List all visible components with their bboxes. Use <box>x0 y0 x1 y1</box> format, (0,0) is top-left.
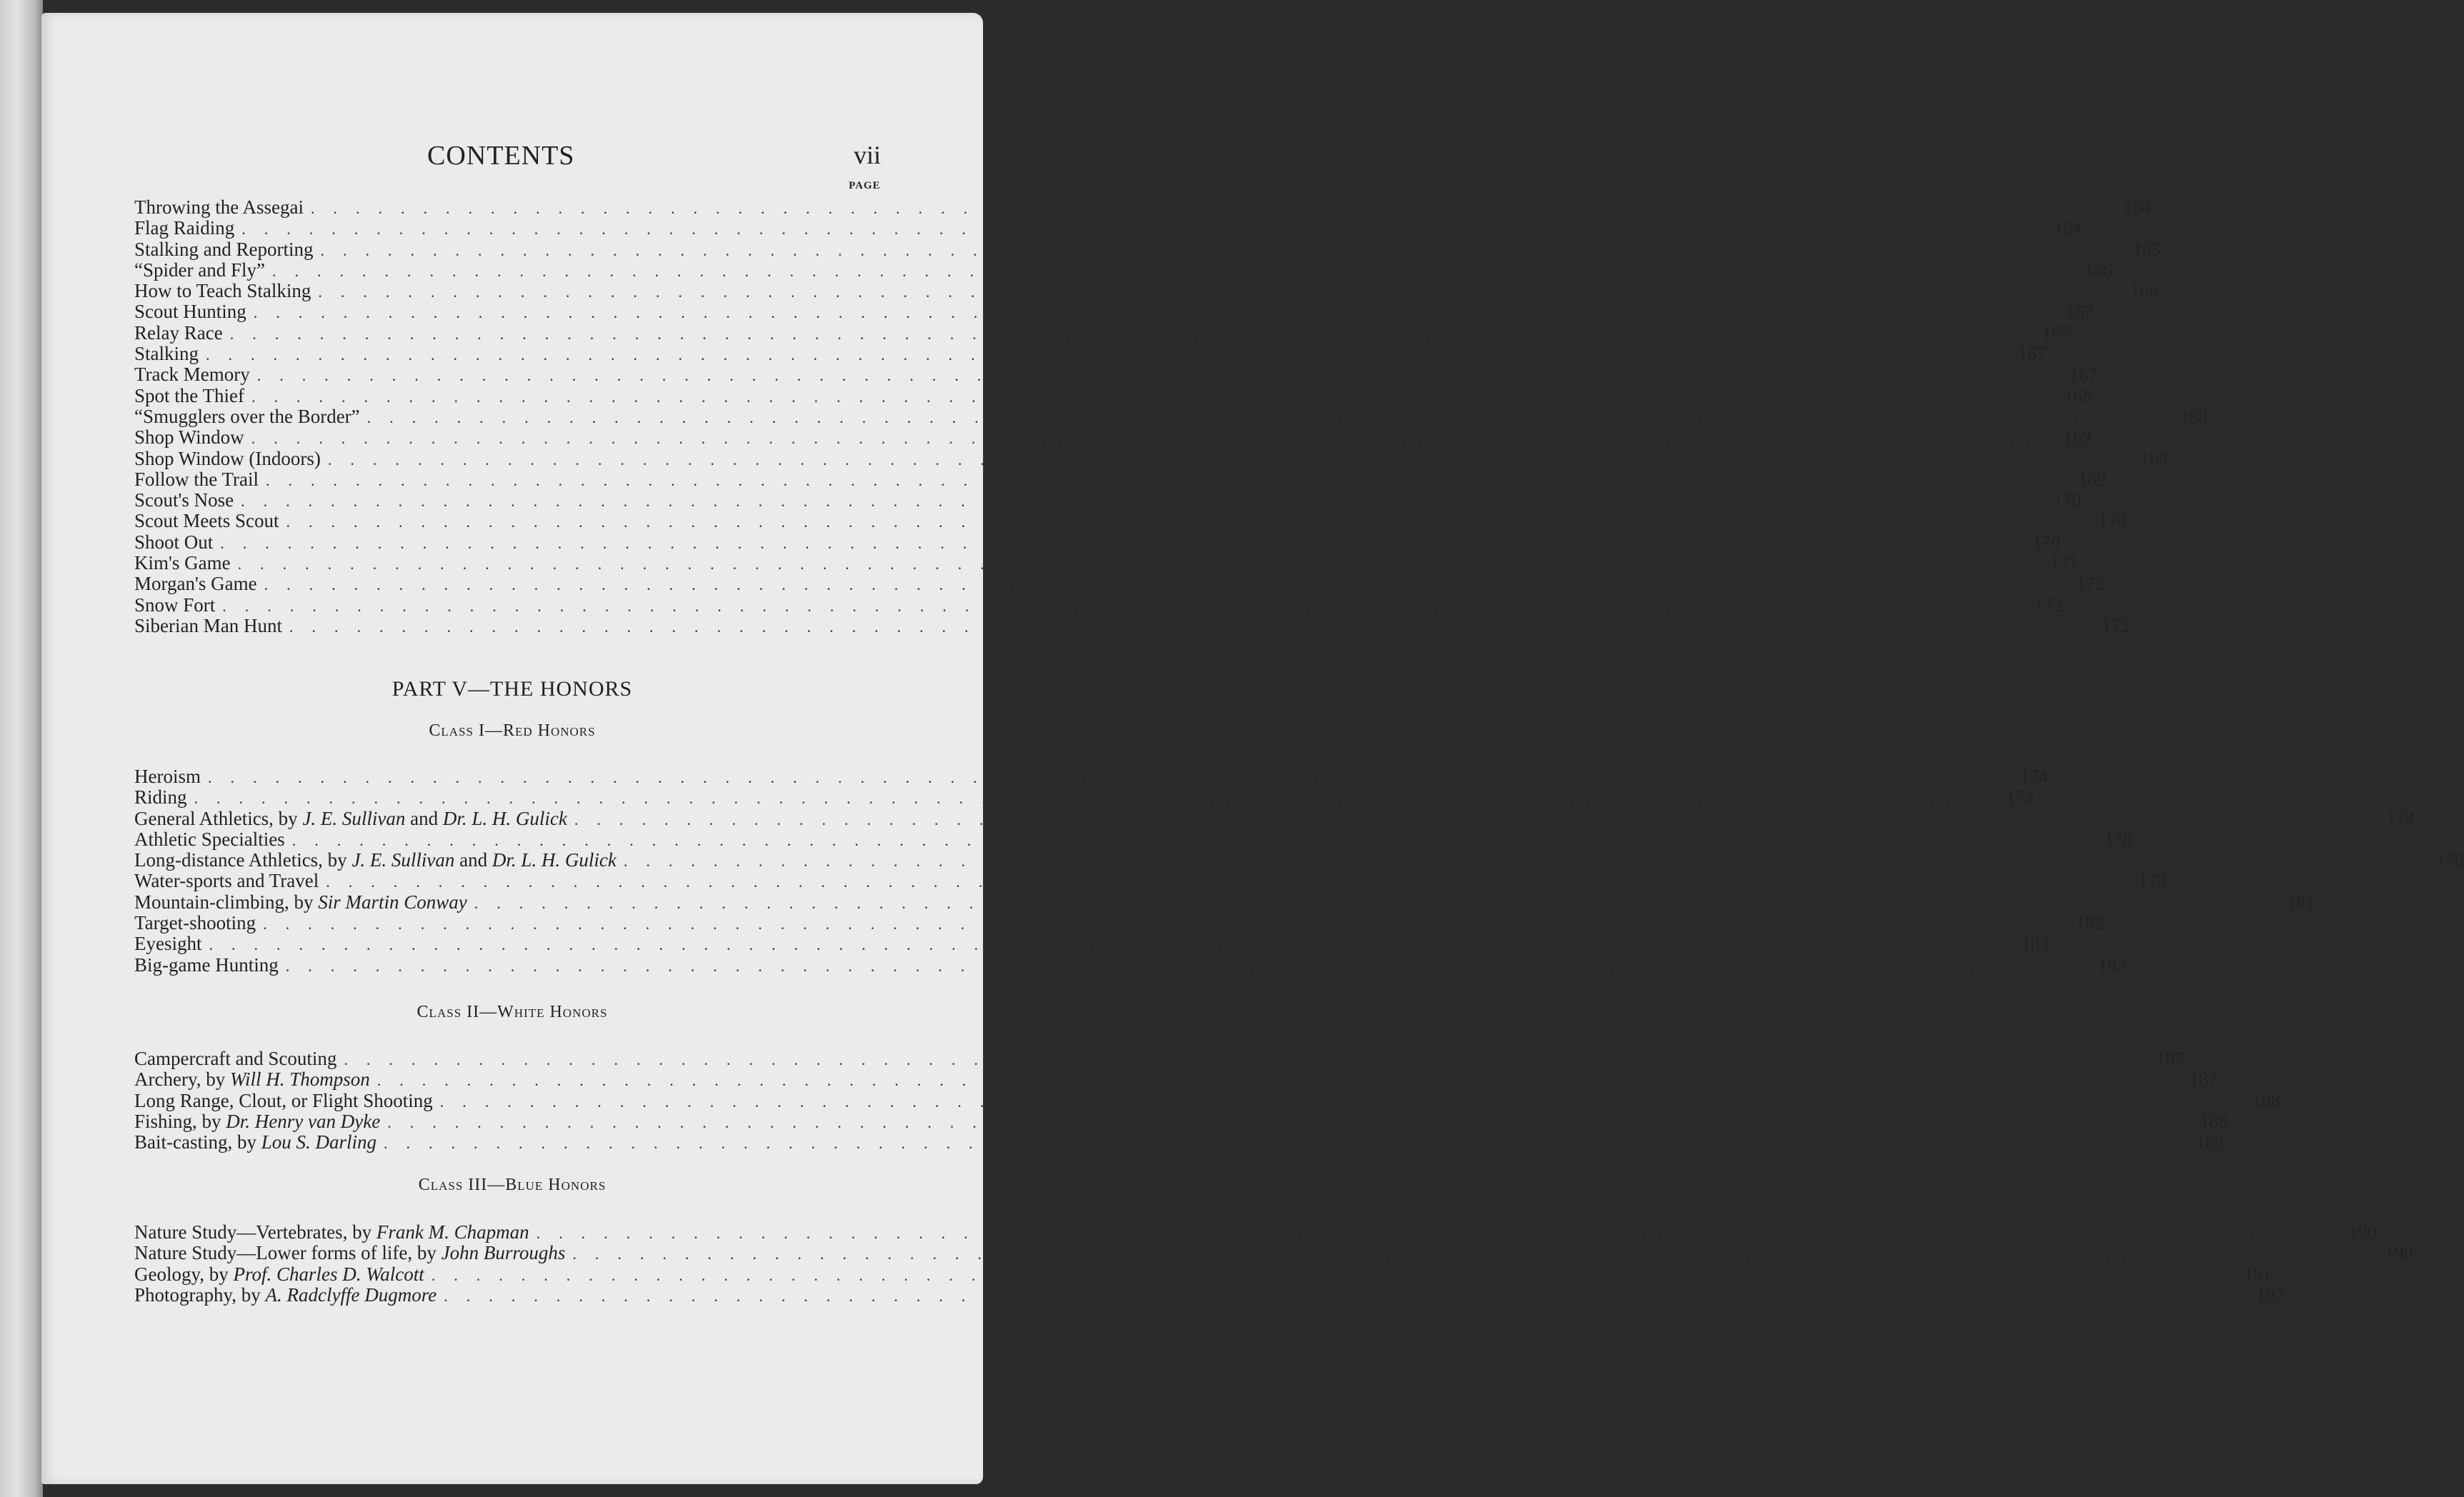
page-title: CONTENTS <box>427 141 575 171</box>
toc-row <box>134 933 2050 955</box>
entry-title-text: Track Memory <box>134 364 250 386</box>
toc-entry-title <box>134 511 279 531</box>
entry-title-text: Big-game Hunting <box>134 953 279 976</box>
dot-leader: ................................................................................ <box>253 304 2054 322</box>
page-number: 170 <box>2032 531 2061 553</box>
page-number: 167 <box>2042 322 2070 344</box>
dot-leader: ................................................................................ <box>229 324 2030 343</box>
page-number: 165 <box>2133 239 2161 260</box>
dot-leader: ................................................................................ <box>572 1245 2373 1263</box>
entry-title-text: Morgan's Game <box>134 573 257 595</box>
page-number: 167 <box>2069 364 2098 386</box>
toc-entry-title <box>134 850 617 871</box>
page-number: 183 <box>2098 954 2126 976</box>
class-heading-blue: Class III—Blue Honors <box>418 1176 607 1194</box>
page-number: 181 <box>2286 891 2315 913</box>
toc-entry-title <box>134 364 250 385</box>
toc-entry-title <box>134 933 202 954</box>
dot-leader: ................................................................................ <box>251 429 2052 448</box>
toc-entry-title <box>134 871 319 891</box>
toc-entry-title <box>134 344 199 364</box>
entry-title-text: Mountain-climbing, by <box>134 891 319 913</box>
page-number: 169 <box>2140 448 2168 469</box>
page-number: 169 <box>2063 427 2092 449</box>
dot-leader: ................................................................................ <box>286 513 2087 531</box>
dot-leader: ................................................................................ <box>574 810 2375 828</box>
entry-title-text: Shoot Out <box>134 531 214 553</box>
page-number: 191 <box>2243 1263 2272 1285</box>
page-number: 190 <box>2348 1222 2377 1243</box>
entry-title-text: Archery, by <box>134 1068 230 1091</box>
toc-row <box>134 1089 2280 1111</box>
entry-title-text: Shop Window <box>134 426 244 449</box>
entry-title-text: Athletic Specialties <box>134 828 285 850</box>
toc-row <box>134 405 2208 427</box>
toc-entry-title <box>134 1048 336 1069</box>
toc-row <box>134 573 2105 595</box>
dot-leader: ................................................................................ <box>251 387 2052 406</box>
page-number: 167 <box>2065 301 2094 323</box>
dot-leader: ................................................................................ <box>207 768 2008 786</box>
toc-row <box>134 217 2083 239</box>
blue-honors-toc-list <box>134 1221 2413 1306</box>
toc-entry-title <box>134 449 321 469</box>
entry-title-text: Follow the Trail <box>134 468 259 490</box>
toc-entry-title <box>134 301 246 322</box>
toc-row <box>134 1048 2185 1069</box>
entry-author: J. E. Sullivan <box>302 807 406 829</box>
dot-leader: ................................................................................ <box>264 576 2065 594</box>
entry-title-text: Photography, by <box>134 1283 266 1306</box>
page-number: 169 <box>2078 469 2107 490</box>
toc-row <box>134 891 2315 913</box>
entry-title-text: Heroism <box>134 766 201 787</box>
toc-row <box>134 807 2415 829</box>
page-number: 164 <box>2123 197 2151 218</box>
toc-row <box>134 468 2107 490</box>
toc-row <box>134 447 2168 469</box>
toc-row <box>134 343 2047 365</box>
entry-conjunction: and <box>405 807 443 829</box>
dot-leader: ................................................................................ <box>376 1071 2178 1090</box>
toc-entry-title <box>134 574 257 594</box>
toc-entry-title <box>134 1243 565 1263</box>
entry-title-text: Riding <box>134 786 187 808</box>
entry-title-text: Bait-casting, by <box>134 1131 261 1153</box>
toc-row <box>134 614 2130 636</box>
page-column-label: PAGE <box>849 180 881 191</box>
dot-leader: ................................................................................ <box>220 534 2021 552</box>
entry-title-text: Spot the Thief <box>134 384 244 406</box>
class-heading-red: Class I—Red Honors <box>429 721 596 740</box>
entry-title-text: Nature Study—Vertebrates, by <box>134 1221 376 1243</box>
page-number: 172 <box>2076 574 2105 595</box>
toc-row <box>134 301 2094 323</box>
page-number: 174 <box>2006 787 2035 808</box>
entry-title-text: How to Teach Stalking <box>134 280 311 302</box>
toc-entry-title <box>134 281 311 301</box>
toc-entry-title <box>134 787 187 808</box>
entry-title-text: Snow Fort <box>134 594 216 616</box>
entry-title-text: Nature Study—Lower forms of life, by <box>134 1242 442 1264</box>
dot-leader: ................................................................................ <box>344 1051 2145 1068</box>
page-number: 190 <box>2385 1243 2413 1264</box>
entry-title-text: Long Range, Clout, or Flight Shooting <box>134 1089 433 1111</box>
entry-author: Sir Martin Conway <box>318 891 467 913</box>
entry-author: Prof. Charles D. Walcott <box>233 1263 424 1285</box>
toc-entry-title <box>134 260 265 281</box>
toc-entry-title <box>134 1132 376 1153</box>
dot-leader: ................................................................................ <box>237 555 2038 574</box>
toc-row <box>134 912 2104 934</box>
toc-row <box>134 1110 2228 1132</box>
toc-row <box>134 384 2092 406</box>
toc-row <box>134 321 2070 344</box>
toc-entry-title <box>134 532 213 553</box>
page-number: 171 <box>2050 553 2078 574</box>
page-number: 178 <box>2435 850 2464 871</box>
toc-entry-title <box>134 913 256 933</box>
toc-entry-title <box>134 406 360 427</box>
toc-entry-title <box>134 1111 380 1132</box>
dot-leader: ................................................................................ <box>474 893 2275 912</box>
page-number: 178 <box>2104 828 2133 850</box>
entry-title-text: Flag Raiding <box>134 217 235 239</box>
entry-title-text: Throwing the Assegai <box>134 196 304 218</box>
entry-author: J. E. Sullivan <box>351 849 455 871</box>
dot-leader: ................................................................................ <box>366 408 2168 426</box>
toc-entry-title <box>134 766 201 787</box>
entry-title-text: Fishing, by <box>134 1110 226 1132</box>
dot-leader: ................................................................................ <box>326 873 2127 891</box>
toc-entry-title <box>134 1222 529 1243</box>
toc-row <box>134 1283 2285 1306</box>
page-number: 167 <box>2018 344 2047 365</box>
entry-author: Dr. Henry van Dyke <box>226 1110 381 1132</box>
dot-leader: ................................................................................ <box>387 1113 2188 1131</box>
toc-entry-title <box>134 1091 433 1111</box>
entry-author: Frank M. Chapman <box>376 1221 529 1243</box>
page-number: 188 <box>2200 1111 2228 1132</box>
dot-leader: ................................................................................ <box>266 471 2067 489</box>
dot-leader: ................................................................................ <box>318 283 2119 301</box>
red-honors-toc-list <box>134 766 2464 976</box>
part-heading: PART V—THE HONORS <box>391 677 633 701</box>
toc-row <box>134 1221 2377 1243</box>
dot-leader: ................................................................................ <box>320 241 2121 259</box>
toc-entry-title <box>134 808 567 829</box>
toc-row <box>134 426 2092 449</box>
toc-entry-title <box>134 1285 437 1306</box>
entry-author: A. Radclyffe Dugmore <box>265 1283 437 1306</box>
entry-author: John Burroughs <box>441 1242 566 1264</box>
page-number: 192 <box>2256 1284 2285 1306</box>
toc-entry-title <box>134 829 285 850</box>
page-number: 188 <box>2252 1090 2280 1111</box>
toc-entry-title <box>134 427 244 448</box>
entry-title-text: Geology, by <box>134 1263 234 1285</box>
entry-conjunction: and <box>454 849 492 871</box>
entry-author: Dr. L. H. Gulick <box>492 849 617 871</box>
entry-author: Dr. L. H. Gulick <box>442 807 567 829</box>
toc-row <box>134 364 2098 386</box>
dot-leader: ................................................................................ <box>285 956 2086 975</box>
toc-row <box>134 594 2063 616</box>
entry-title-text: “Spider and Fly” <box>134 259 265 281</box>
dot-leader: ................................................................................ <box>431 1266 2232 1284</box>
page-number: 185 <box>2156 1048 2185 1069</box>
toc-entry-title <box>134 1069 370 1090</box>
entry-title-text: Stalking <box>134 343 199 365</box>
entry-title-text: Kim's Game <box>134 552 231 574</box>
dot-leader: ................................................................................ <box>536 1224 2337 1242</box>
entry-title-text: Shop Window (Indoors) <box>134 447 321 469</box>
toc-entry-title <box>134 1264 424 1285</box>
toc-entry-title <box>134 616 282 636</box>
toc-row <box>134 531 2061 553</box>
page-number: 172 <box>2035 594 2063 616</box>
toc-row <box>134 552 2078 574</box>
dot-leader: ................................................................................ <box>263 915 2064 933</box>
toc-row <box>134 786 2035 808</box>
class-heading-white: Class II—White Honors <box>417 1003 608 1021</box>
page-number: 187 <box>2189 1069 2218 1091</box>
toc-entry-title <box>134 386 244 406</box>
toc-row <box>134 766 2048 787</box>
dot-leader: ................................................................................ <box>222 596 2023 615</box>
toc-row <box>134 849 2464 871</box>
dot-leader: ................................................................................ <box>291 831 2093 849</box>
page-number: 174 <box>2020 766 2048 787</box>
dot-leader: ................................................................................ <box>209 936 2010 954</box>
book-page <box>41 13 2464 1484</box>
entry-title-text: Relay Race <box>134 321 223 344</box>
dot-leader: ................................................................................ <box>271 261 2073 280</box>
entry-title-text: Water-sports and Travel <box>134 870 319 892</box>
toc-entry-title <box>134 197 304 218</box>
page-number: 170 <box>2053 490 2082 511</box>
toc-row <box>134 828 2133 850</box>
page-folio: vii <box>854 141 882 169</box>
toc-entry-title <box>134 490 234 511</box>
running-head <box>41 140 983 176</box>
dot-leader: ................................................................................ <box>623 852 2424 871</box>
dot-leader: ................................................................................ <box>241 492 2042 511</box>
page-number: 182 <box>2075 913 2104 934</box>
toc-entry-title <box>134 323 223 344</box>
page-number: 166 <box>2084 259 2113 281</box>
entry-title-text: Target-shooting <box>134 912 256 934</box>
entry-title-text: Scout's Nose <box>134 489 234 511</box>
dot-leader: ................................................................................ <box>439 1092 2240 1111</box>
dot-leader: ................................................................................ <box>206 346 2007 364</box>
page-number: 166 <box>2130 281 2159 302</box>
toc-entry-title <box>134 892 467 913</box>
page-number: 179 <box>2138 871 2167 892</box>
dot-leader: ................................................................................ <box>241 220 2042 239</box>
white-honors-toc-list <box>134 1048 2280 1153</box>
book-spine <box>0 0 43 1497</box>
entry-title-text: Scout Hunting <box>134 301 246 323</box>
toc-row <box>134 489 2082 511</box>
entry-author: Will H. Thompson <box>229 1068 370 1091</box>
page-number: 174 <box>2386 808 2415 829</box>
page-number: 168 <box>2063 385 2092 406</box>
page-number: 164 <box>2054 218 2083 239</box>
toc-row <box>134 280 2159 302</box>
dot-leader: ................................................................................ <box>327 450 2128 469</box>
dot-leader: ................................................................................ <box>444 1286 2245 1305</box>
toc-entry-title <box>134 595 215 616</box>
entry-title-text: Siberian Man Hunt <box>134 614 282 636</box>
dot-leader: ................................................................................ <box>384 1134 2184 1153</box>
toc-row <box>134 259 2113 281</box>
page-number: 170 <box>2098 511 2127 532</box>
entry-title-text: Long-distance Athletics, by <box>134 849 352 871</box>
toc-row <box>134 1242 2413 1264</box>
entry-title-text: Campercraft and Scouting <box>134 1048 337 1069</box>
toc-entry-title <box>134 469 259 490</box>
page-number: 189 <box>2196 1132 2224 1153</box>
entry-title-text: Stalking and Reporting <box>134 238 314 260</box>
toc-row <box>134 870 2167 892</box>
toc-row <box>134 1131 2224 1153</box>
toc-entry-title <box>134 553 231 574</box>
page-number: 172 <box>2101 615 2130 636</box>
dot-leader: ................................................................................ <box>289 617 2090 636</box>
page-number: 168 <box>2179 406 2208 427</box>
dot-leader: ................................................................................ <box>194 789 1995 808</box>
toc-row <box>134 1263 2272 1285</box>
toc-row <box>134 1068 2218 1091</box>
entry-author: Lou S. Darling <box>261 1131 376 1153</box>
entry-title-text: Scout Meets Scout <box>134 510 279 532</box>
entry-title-text: Eyesight <box>134 933 202 955</box>
dot-leader: ................................................................................ <box>256 366 2058 385</box>
page-number: 183 <box>2021 933 2050 955</box>
entry-title-text: General Athletics, by <box>134 807 303 829</box>
toc-row <box>134 238 2161 260</box>
games-toc-list <box>134 196 2208 636</box>
toc-row <box>134 196 2151 218</box>
toc-row <box>134 953 2126 976</box>
entry-title-text: “Smugglers over the Border” <box>134 405 360 427</box>
dot-leader: ................................................................................ <box>310 199 2111 217</box>
toc-entry-title <box>134 955 279 976</box>
toc-entry-title <box>134 218 234 239</box>
toc-entry-title <box>134 239 313 260</box>
toc-row <box>134 510 2127 532</box>
